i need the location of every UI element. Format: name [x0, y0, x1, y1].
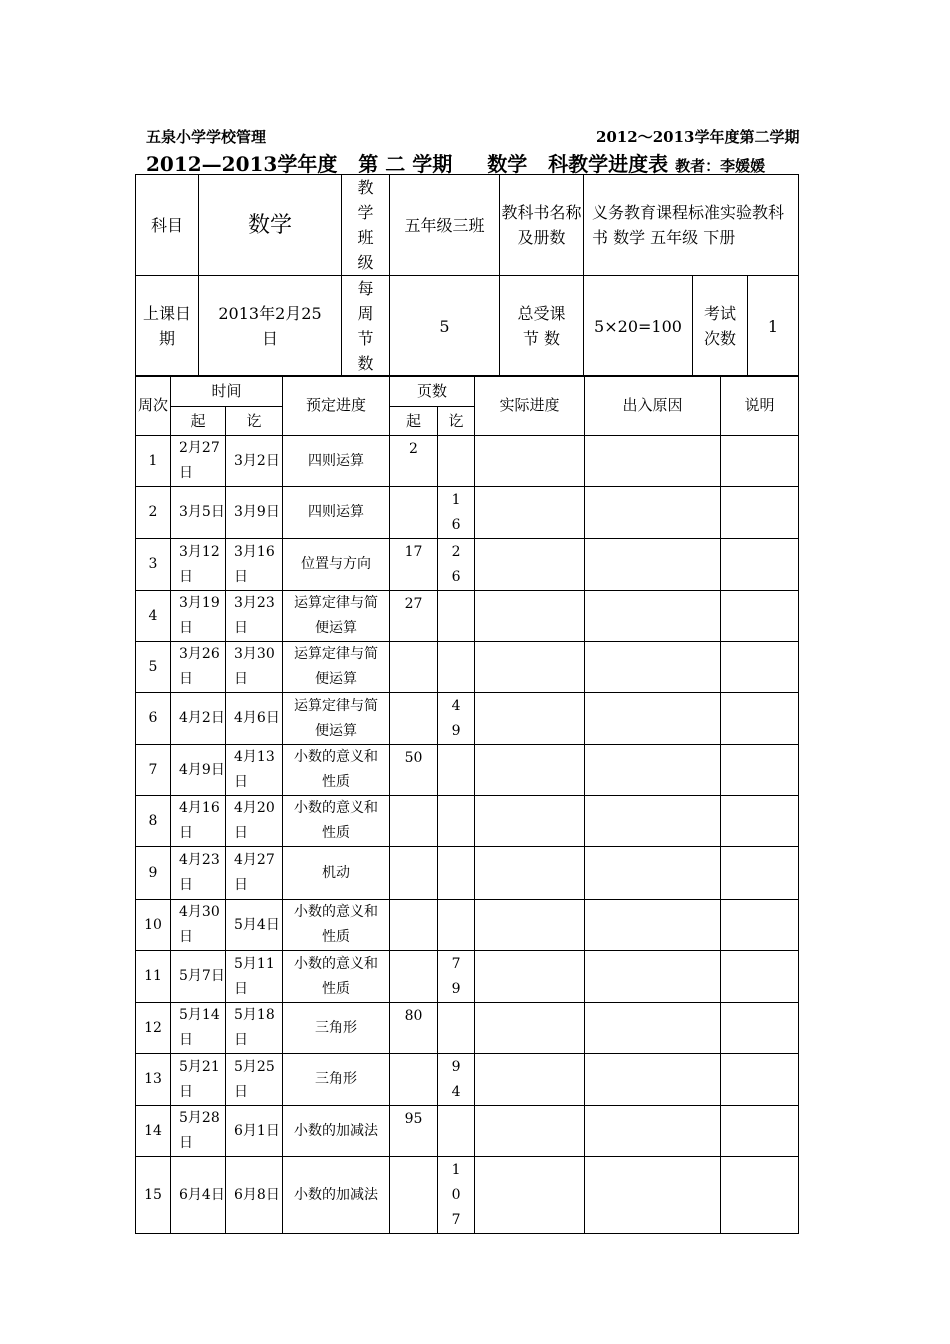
term-label: 2012～2013学年度第二学期	[596, 128, 800, 146]
plan-cell: 四则运算	[283, 436, 390, 487]
note-cell	[721, 1003, 799, 1054]
plan-cell: 小数的意义和性质	[283, 900, 390, 951]
actual-cell	[475, 642, 585, 693]
page-from-cell: 27	[390, 591, 438, 642]
to-date-cell: 6月1日	[226, 1106, 283, 1157]
from-date-cell: 3月19日	[171, 591, 226, 642]
table-row	[136, 539, 799, 591]
week-cell: 15	[136, 1157, 171, 1234]
note-cell	[721, 642, 799, 693]
actual-cell	[475, 745, 585, 796]
plan-cell: 三角形	[283, 1003, 390, 1054]
reason-cell	[585, 642, 721, 693]
table-row	[136, 642, 799, 693]
page-from-cell: 17	[390, 539, 438, 591]
actual-cell	[475, 796, 585, 847]
start-date-value: 2013年2月25日	[199, 276, 342, 377]
col-note: 说明	[721, 376, 799, 436]
col-page-to: 讫	[438, 407, 475, 436]
exam-value: 1	[748, 276, 799, 377]
from-date-cell: 5月28日	[171, 1106, 226, 1157]
class-value: 五年级三班	[390, 175, 500, 276]
col-reason: 出入原因	[585, 376, 721, 436]
to-date-cell: 5月25日	[226, 1054, 283, 1106]
reason-cell	[585, 1003, 721, 1054]
subject-value: 数学	[199, 175, 342, 276]
total-label: 总受课节 数	[500, 276, 584, 377]
from-date-cell: 3月5日	[171, 487, 226, 539]
note-cell	[721, 539, 799, 591]
actual-cell	[475, 951, 585, 1003]
week-cell: 4	[136, 591, 171, 642]
plan-cell: 运算定律与简便运算	[283, 693, 390, 745]
note-cell	[721, 487, 799, 539]
actual-cell	[475, 1054, 585, 1106]
page-to-cell: 107	[438, 1157, 475, 1234]
from-date-cell: 4月16日	[171, 796, 226, 847]
from-date-cell: 6月4日	[171, 1157, 226, 1234]
title-doc: 科教学进度表	[548, 152, 669, 176]
actual-cell	[475, 1106, 585, 1157]
page-title	[146, 148, 765, 177]
table-row	[136, 796, 799, 847]
reason-cell	[585, 436, 721, 487]
reason-cell	[585, 539, 721, 591]
title-teacher: 教者：李媛媛	[675, 157, 766, 175]
actual-cell	[475, 487, 585, 539]
to-date-cell: 5月18日	[226, 1003, 283, 1054]
page-from-cell	[390, 487, 438, 539]
from-date-cell: 4月30日	[171, 900, 226, 951]
reason-cell	[585, 745, 721, 796]
reason-cell	[585, 900, 721, 951]
col-time: 时间	[171, 376, 283, 407]
table-row	[136, 1106, 799, 1157]
note-cell	[721, 951, 799, 1003]
week-cell: 14	[136, 1106, 171, 1157]
from-date-cell: 4月23日	[171, 847, 226, 900]
to-date-cell: 5月4日	[226, 900, 283, 951]
page-to-cell: 94	[438, 1054, 475, 1106]
page-from-cell: 80	[390, 1003, 438, 1054]
start-date-label: 上课日期	[136, 276, 199, 377]
actual-cell	[475, 693, 585, 745]
week-cell: 11	[136, 951, 171, 1003]
to-date-cell: 3月30日	[226, 642, 283, 693]
actual-cell	[475, 1157, 585, 1234]
week-cell: 8	[136, 796, 171, 847]
book-value: 义务教育课程标准实验教科书 数学 五年级 下册	[584, 175, 799, 276]
week-cell: 10	[136, 900, 171, 951]
page-from-cell	[390, 1054, 438, 1106]
reason-cell	[585, 951, 721, 1003]
reason-cell	[585, 796, 721, 847]
reason-cell	[585, 1054, 721, 1106]
note-cell	[721, 591, 799, 642]
plan-cell: 三角形	[283, 1054, 390, 1106]
page-to-cell	[438, 642, 475, 693]
from-date-cell: 4月2日	[171, 693, 226, 745]
page-from-cell	[390, 693, 438, 745]
table-row	[136, 1054, 799, 1106]
col-time-to: 讫	[226, 407, 283, 436]
school-name: 五泉小学学校管理	[146, 128, 267, 146]
plan-cell: 小数的意义和性质	[283, 951, 390, 1003]
week-cell: 1	[136, 436, 171, 487]
from-date-cell: 5月14日	[171, 1003, 226, 1054]
to-date-cell: 4月13日	[226, 745, 283, 796]
page-from-cell: 2	[390, 436, 438, 487]
page-to-cell: 79	[438, 951, 475, 1003]
page-from-cell: 95	[390, 1106, 438, 1157]
plan-cell: 小数的意义和性质	[283, 745, 390, 796]
reason-cell	[585, 693, 721, 745]
to-date-cell: 3月23日	[226, 591, 283, 642]
actual-cell	[475, 539, 585, 591]
actual-cell	[475, 591, 585, 642]
plan-cell: 运算定律与简便运算	[283, 591, 390, 642]
from-date-cell: 3月12日	[171, 539, 226, 591]
from-date-cell: 3月26日	[171, 642, 226, 693]
subject-label: 科目	[136, 175, 199, 276]
page-to-cell	[438, 1106, 475, 1157]
note-cell	[721, 796, 799, 847]
weekly-value: 5	[390, 276, 500, 377]
title-semester: 第 二 学期	[358, 152, 453, 176]
note-cell	[721, 900, 799, 951]
table-row	[136, 693, 799, 745]
to-date-cell: 5月11日	[226, 951, 283, 1003]
actual-cell	[475, 847, 585, 900]
col-time-from: 起	[171, 407, 226, 436]
plan-cell: 小数的加减法	[283, 1157, 390, 1234]
page-to-cell: 49	[438, 693, 475, 745]
table-row	[136, 847, 799, 900]
page-from-cell	[390, 900, 438, 951]
to-date-cell: 3月9日	[226, 487, 283, 539]
reason-cell	[585, 1157, 721, 1234]
to-date-cell: 4月20日	[226, 796, 283, 847]
to-date-cell: 3月2日	[226, 436, 283, 487]
page-from-cell	[390, 642, 438, 693]
from-date-cell: 2月27日	[171, 436, 226, 487]
reason-cell	[585, 487, 721, 539]
week-cell: 9	[136, 847, 171, 900]
table-row	[136, 1157, 799, 1234]
course-info-table	[135, 174, 799, 377]
reason-cell	[585, 847, 721, 900]
week-cell: 7	[136, 745, 171, 796]
plan-cell: 位置与方向	[283, 539, 390, 591]
from-date-cell: 4月9日	[171, 745, 226, 796]
page-from-cell	[390, 1157, 438, 1234]
note-cell	[721, 693, 799, 745]
note-cell	[721, 847, 799, 900]
actual-cell	[475, 436, 585, 487]
actual-cell	[475, 900, 585, 951]
page-from-cell	[390, 847, 438, 900]
page-from-cell: 50	[390, 745, 438, 796]
reason-cell	[585, 1106, 721, 1157]
page-to-cell	[438, 1003, 475, 1054]
page-from-cell	[390, 796, 438, 847]
page-to-cell	[438, 436, 475, 487]
plan-cell: 小数的加减法	[283, 1106, 390, 1157]
note-cell	[721, 1054, 799, 1106]
reason-cell	[585, 591, 721, 642]
title-year: 2012—2013学年度	[146, 152, 338, 176]
page-to-cell	[438, 900, 475, 951]
week-cell: 6	[136, 693, 171, 745]
note-cell	[721, 1106, 799, 1157]
exam-label: 考试次数	[693, 276, 748, 377]
to-date-cell: 4月27日	[226, 847, 283, 900]
page-to-cell	[438, 745, 475, 796]
table-row	[136, 436, 799, 487]
note-cell	[721, 745, 799, 796]
to-date-cell: 6月8日	[226, 1157, 283, 1234]
table-row	[136, 900, 799, 951]
title-subject: 数学	[487, 152, 528, 176]
plan-cell: 四则运算	[283, 487, 390, 539]
plan-cell: 小数的意义和性质	[283, 796, 390, 847]
page-to-cell	[438, 591, 475, 642]
table-row	[136, 951, 799, 1003]
col-actual: 实际进度	[475, 376, 585, 436]
book-label: 教科书名称及册数	[500, 175, 584, 276]
week-cell: 12	[136, 1003, 171, 1054]
week-cell: 3	[136, 539, 171, 591]
total-value: 5×20=100	[584, 276, 693, 377]
class-label: 教学班级	[342, 175, 390, 276]
plan-cell: 机动	[283, 847, 390, 900]
weekly-label: 每周节数	[342, 276, 390, 377]
col-pages: 页数	[390, 376, 475, 407]
schedule-table	[135, 375, 799, 1234]
plan-cell: 运算定律与简便运算	[283, 642, 390, 693]
week-cell: 2	[136, 487, 171, 539]
col-week: 周次	[136, 376, 171, 436]
table-row	[136, 591, 799, 642]
table-row	[136, 1003, 799, 1054]
week-cell: 13	[136, 1054, 171, 1106]
table-row	[136, 745, 799, 796]
page-from-cell	[390, 951, 438, 1003]
table-row	[136, 487, 799, 539]
to-date-cell: 3月16日	[226, 539, 283, 591]
page-to-cell	[438, 796, 475, 847]
from-date-cell: 5月21日	[171, 1054, 226, 1106]
page-to-cell: 16	[438, 487, 475, 539]
page-to-cell	[438, 847, 475, 900]
note-cell	[721, 436, 799, 487]
col-page-from: 起	[390, 407, 438, 436]
page-to-cell: 26	[438, 539, 475, 591]
to-date-cell: 4月6日	[226, 693, 283, 745]
from-date-cell: 5月7日	[171, 951, 226, 1003]
col-plan: 预定进度	[283, 376, 390, 436]
actual-cell	[475, 1003, 585, 1054]
note-cell	[721, 1157, 799, 1234]
week-cell: 5	[136, 642, 171, 693]
